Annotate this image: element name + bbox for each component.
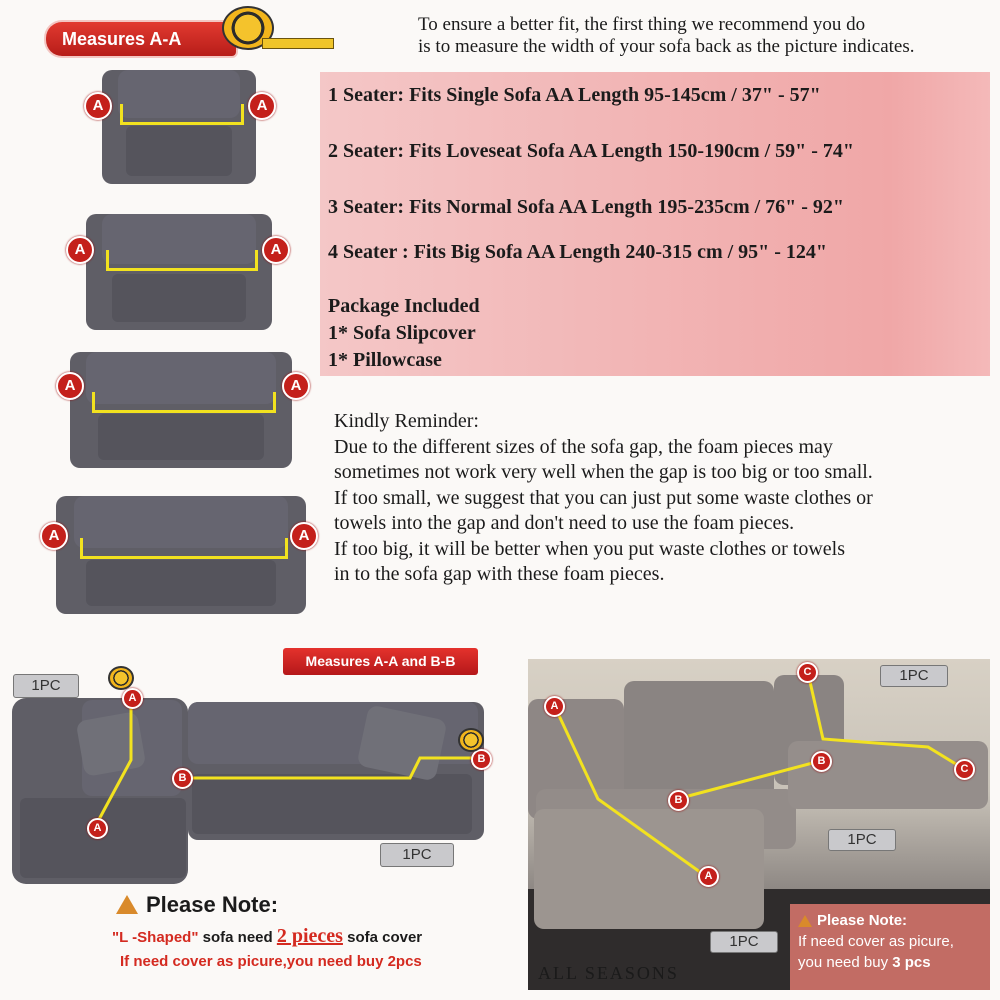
marker-c-photo-right: C: [954, 759, 975, 780]
marker-a-lsofa-top: A: [122, 688, 143, 709]
marker-a-photo-top: A: [544, 696, 565, 717]
sofa-3-seater-image: [70, 352, 292, 468]
intro-text: [418, 14, 988, 58]
lshape-note-mid: sofa need: [202, 929, 273, 946]
size-1-seater: 1 Seater: Fits Single Sofa AA Length 95-145cm / 37" - 57": [328, 84, 821, 106]
marker-b-lsofa-right: B: [471, 749, 492, 770]
lshape-note: [116, 892, 278, 918]
marker-a-lsofa-bottom: A: [87, 818, 108, 839]
reminder-line-5: If too big, it will be better when you put waste clothes or towels: [334, 537, 846, 560]
tape-measure-small-icon-right: [458, 728, 484, 752]
size-2-seater: 2 Seater: Fits Loveseat Sofa AA Length 150-190cm / 59" - 74": [328, 140, 855, 162]
sofa-1-seater-image: [102, 70, 256, 184]
marker-a-sofa1-left: A: [84, 92, 112, 120]
reminder-line-3: If too small, we suggest that you can just put some waste clothes or: [334, 486, 873, 509]
marker-c-photo-top: C: [797, 662, 818, 683]
photo-note-count: 3 pcs: [892, 954, 931, 971]
warning-icon: [116, 895, 138, 914]
marker-b-photo-left: B: [668, 790, 689, 811]
intro-line-2: is to measure the width of your sofa back as the picture indicates.: [418, 36, 915, 57]
tape-measure-small-icon: [108, 666, 134, 690]
sofa-2-seater-image: [86, 214, 272, 330]
photo-note-line-2-pre: you need buy: [798, 954, 893, 971]
marker-a-sofa2-left: A: [66, 236, 94, 264]
size-3-seater: 3 Seater: Fits Normal Sofa AA Length 195-235cm / 76" - 92": [328, 196, 845, 218]
intro-line-1: To ensure a better fit, the first thing we recommend you do: [418, 14, 866, 35]
marker-a-sofa2-right: A: [262, 236, 290, 264]
kindly-reminder: [334, 409, 984, 588]
photo-pc-label-top: 1PC: [880, 665, 948, 687]
reminder-line-1: Due to the different sizes of the sofa gap, the foam pieces may: [334, 435, 833, 458]
marker-b-lsofa-left: B: [172, 768, 193, 789]
measures-aa-bb-badge: Measures A-A and B-B: [283, 648, 478, 675]
lshape-note-end: sofa cover: [347, 929, 423, 946]
photo-note-title-row: [798, 910, 982, 931]
photo-warning-icon: [798, 915, 812, 927]
sofa-4-seater-image: [56, 496, 306, 614]
marker-a-sofa3-right: A: [282, 372, 310, 400]
marker-a-sofa4-right: A: [290, 522, 318, 550]
photo-note: [790, 904, 990, 990]
tape-ribbon-icon: [262, 38, 334, 49]
marker-a-sofa1-right: A: [248, 92, 276, 120]
reminder-line-4: towels into the gap and don't need to use the foam pieces.: [334, 512, 795, 534]
lshape-note-line-1: [112, 925, 422, 948]
photo-pc-label-mid: 1PC: [828, 829, 896, 851]
marker-a-sofa4-left: A: [40, 522, 68, 550]
lshape-note-title: Please Note:: [146, 892, 279, 917]
lshape-note-line-2: If need cover as picure,you need buy 2pcs: [120, 953, 422, 970]
size-panel: [320, 72, 990, 376]
lshape-note-quote: "L -Shaped": [112, 929, 199, 946]
photo-pc-label-bottom: 1PC: [710, 931, 778, 953]
lshape-note-title-row: [116, 892, 278, 918]
photo-note-title: Please Note:: [817, 912, 908, 929]
watermark-all-seasons: ALL SEASONS: [538, 963, 679, 983]
measures-aa-badge: Measures A-A: [46, 22, 236, 56]
reminder-line-6: in to the sofa gap with these foam pieces.: [334, 563, 665, 585]
photo-note-line-2: [798, 952, 982, 973]
u-sofa-photo: [528, 659, 990, 990]
package-item-pillowcase: 1* Pillowcase: [328, 349, 442, 371]
reminder-line-2: sometimes not work very well when the gap is too big or too small.: [334, 461, 873, 483]
marker-b-photo-right: B: [811, 751, 832, 772]
marker-a-sofa3-left: A: [56, 372, 84, 400]
photo-note-line-1: If need cover as picure,: [798, 933, 954, 950]
package-title: Package Included: [328, 295, 480, 317]
pc-label-main: 1PC: [380, 843, 454, 867]
reminder-title: Kindly Reminder:: [334, 410, 479, 432]
marker-a-photo-bottom: A: [698, 866, 719, 887]
pc-label-chaise: 1PC: [13, 674, 79, 698]
package-item-slipcover: 1* Sofa Slipcover: [328, 322, 476, 344]
size-4-seater: 4 Seater : Fits Big Sofa AA Length 240-315 cm / 95" - 124": [328, 241, 828, 263]
lshape-note-pieces: 2 pieces: [276, 925, 343, 947]
